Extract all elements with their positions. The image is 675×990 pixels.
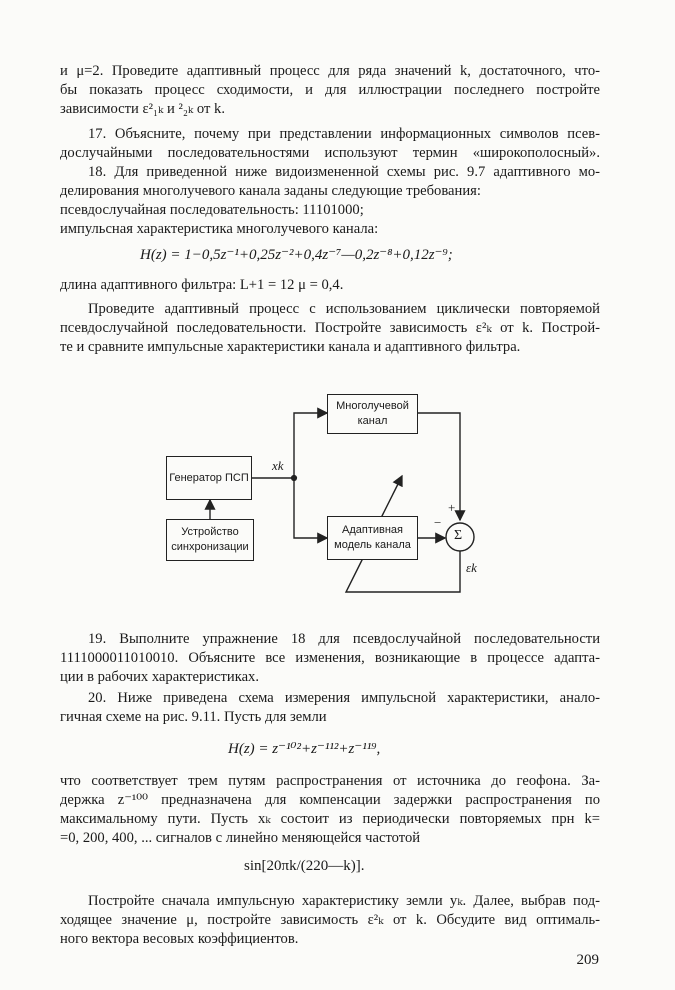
sync-block (166, 519, 254, 561)
generator-label: Генератор ПСП (169, 471, 249, 484)
text-line: максимальному пути. Пусть xₖ состоит из периодически повторяемых прн k= (60, 811, 600, 827)
text-line: импульсная характеристика многолучевого канала: (60, 221, 379, 237)
text-line: дослучайными последовательностями используют термин «широкополосный». (60, 145, 600, 161)
text-line: ции в рабочих характеристиках. (60, 669, 260, 685)
text-line: псевдослучайной последовательности. Постройте зависимость ε²ₖ от k. Построй- (60, 320, 600, 336)
text-line: те и сравните импульсные характеристики канала и адаптивного фильтра. (60, 339, 521, 355)
text-line: зависимости ε²₁ₖ и ²₂ₖ от k. (60, 101, 225, 117)
text-line: 1111000011010010. Объясните все изменения, возникающие в процессе адапта- (60, 650, 600, 666)
generator-block (166, 456, 252, 500)
text-line: держка z⁻¹⁰⁰ предназначена для компенсации задержки распространения по (60, 792, 600, 808)
formula-earth-response: H(z) = z⁻¹⁰²+z⁻¹¹²+z⁻¹¹⁹, (228, 741, 381, 757)
adaptive-model-label: Адаптивная модель канала (334, 524, 411, 551)
connector-line (294, 413, 327, 478)
exercise-17: 17. Объясните, почему при представлении информационных символов псев- (88, 126, 600, 142)
text-line: гичная схеме на рис. 9.11. Пусть для земли (60, 709, 327, 725)
channel-label: Многолучевой канал (336, 400, 409, 427)
text-line: что соответствует трем путям распространения от источника до геофона. За- (60, 773, 600, 789)
formula-chirp: sin[20πk/(220—k)]. (244, 858, 365, 874)
text-line: Постройте сначала импульсную характеристику земли yₖ. Далее, выбрав под- (88, 893, 600, 909)
ek-label: εk (466, 560, 477, 575)
text-line: ходящее значение μ, постройте зависимость ε²ₖ от k. Обсудите вид оптималь- (60, 912, 600, 928)
text-line: бы показать процесс сходимости, и для иллюстрации последнего постройте (60, 82, 600, 98)
sync-label: Устройство синхронизации (171, 526, 249, 553)
formula-impulse-response: H(z) = 1−0,5z⁻¹+0,25z⁻²+0,4z⁻⁷—0,2z⁻⁸+0,12z⁻⁹; (140, 247, 453, 263)
exercise-18: 18. Для приведенной ниже видоизмененной схемы рис. 9.7 адаптивного мо- (88, 164, 600, 180)
text-line: длина адаптивного фильтра: L+1 = 12 μ = 0,4. (60, 277, 344, 293)
exercise-20: 20. Ниже приведена схема измерения импульсной характеристики, анало- (88, 690, 600, 706)
adaptive-model-block (327, 516, 418, 560)
plus-sign: + (448, 500, 456, 515)
minus-sign: − (434, 515, 442, 530)
text-line: =0, 200, 400, ... сигналов с линейно меняющейся частотой (60, 830, 421, 846)
text-line: псевдослучайная последовательность: 11101000; (60, 202, 364, 218)
text-line: Проведите адаптивный процесс с использованием циклически повторяемой (88, 301, 600, 317)
text-line: делирования многолучевого канала заданы следующие требования: (60, 183, 481, 199)
text-line: и μ=2. Проведите адаптивный процесс для ряда значений k, достаточного, что- (60, 63, 600, 79)
text-line: ного вектора весовых коэффициентов. (60, 931, 299, 947)
connector-line (294, 478, 327, 538)
xk-label: xk (272, 458, 284, 473)
channel-block (327, 394, 418, 434)
sigma-label: Σ (454, 528, 463, 543)
page-number: 209 (576, 952, 599, 968)
exercise-19: 19. Выполните упражнение 18 для псевдослучайной последовательности (88, 631, 600, 647)
